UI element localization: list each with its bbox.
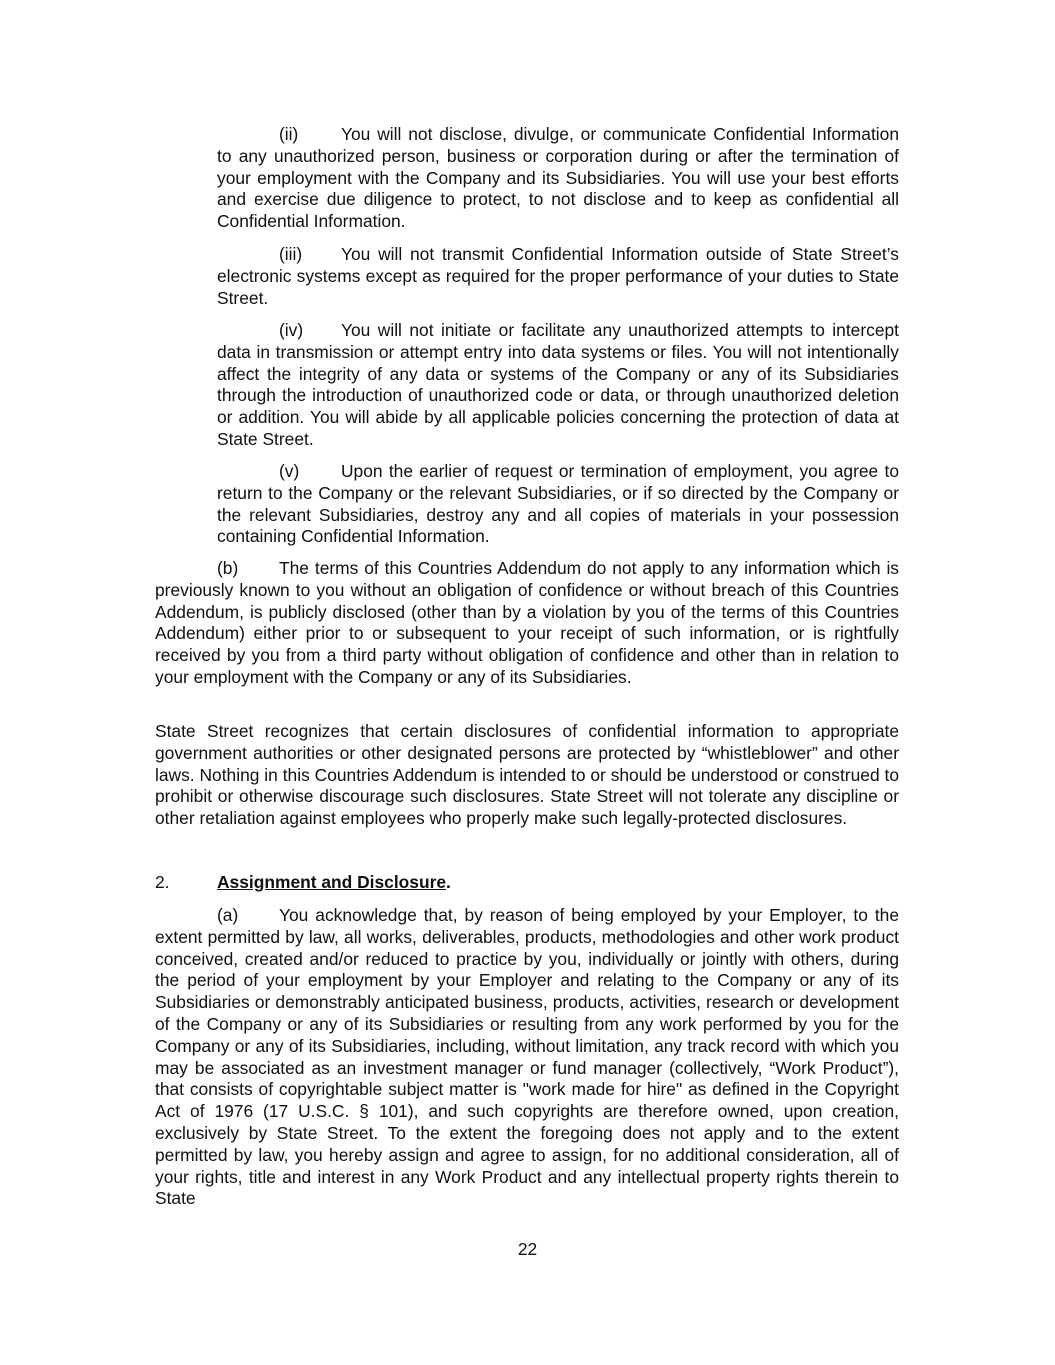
paragraph-iv: [217, 320, 899, 451]
paragraph-text: You acknowledge that, by reason of being employed by your Employer, to the extent permitted by law, all works, deliverables, products, methodologies and other work product conceived, created and/or reduced to practice by you, individually or jointly with others, during the period of your employment by your Employer and relating to the Company or any of its Subsidiaries or demonstrably anticipated business, products, activities, research or development of the Company or any of its Subsidiaries or resulting from any work performed by you for the Company or any of its Subsidiaries, including, without limitation, any track record with which you may be associated as an investment manager or fund manager (collectively, “Work Product”), that consists of copyrightable subject matter is "work made for hire" as defined in the Copyright Act of 1976 (17 U.S.C. § 101), and such copyrights are therefore owned, upon creation, exclusively by State Street. To the extent the foregoing does not apply and to the extent permitted by law, you hereby assign and agree to assign, for no additional consideration, all of your rights, title and interest in any Work Product and any intellectual property rights therein to State: [155, 905, 899, 1209]
paragraph-text: The terms of this Countries Addendum do not apply to any information which is previously known to you without an obligation of confidence or without breach of this Countries Addendum, is publicly disclosed (other than by a violation by you of the terms of this Countries Addendum) either prior to or subsequent to your receipt of such information, or is rightfully received by you from a third party without obligation of confidence and other than in relation to your employment with the Company or any of its Subsidiaries.: [155, 558, 899, 687]
paragraph-ii: [217, 124, 899, 233]
paragraph-text: You will not initiate or facilitate any unauthorized attempts to intercept data in transmission or attempt entry into data systems or files. You will not intentionally affect the integrity of any data or systems of the Company or any of its Subsidiaries through the introduction of unauthorized code or data, or through unauthorized deletion or addition. You will abide by all applicable policies concerning the protection of data at State Street.: [217, 320, 899, 449]
paragraph-a: [155, 905, 899, 1210]
paragraph-label: (b): [217, 558, 239, 578]
section-title-period: .: [446, 872, 451, 892]
paragraph-text: Upon the earlier of request or termination of employment, you agree to return to the Company or the relevant Subsidiaries, or if so directed by the Company or the relevant Subsidiaries, destroy any and all copies of materials in your possession containing Confidential Information.: [217, 461, 899, 547]
section-heading: [155, 872, 899, 894]
page-number: 22: [517, 1239, 538, 1259]
paragraph-label: (iv): [279, 320, 304, 340]
paragraph-text: You will not transmit Confidential Information outside of State Street’s electronic systems except as required for the proper performance of your duties to State Street.: [217, 244, 899, 308]
paragraph-label: (v): [279, 461, 300, 481]
paragraph-label: (a): [217, 905, 239, 925]
paragraph-text: State Street recognizes that certain disclosures of confidential information to appropriate government authorities or other designated persons are protected by “whistleblower” and other laws. Nothing in this Countries Addendum is intended to or should be understood or construed to prohibit or otherwise discourage such disclosures. State Street will not tolerate any discipline or other retaliation against employees who properly make such legally-protected disclosures.: [155, 721, 899, 829]
paragraph-b: [155, 558, 899, 689]
section-number: 2.: [155, 872, 170, 892]
section-title: Assignment and Disclosure: [217, 872, 447, 892]
paragraph-whistleblower: [155, 721, 899, 830]
paragraph-v: [217, 461, 899, 548]
paragraph-label: (iii): [279, 244, 303, 264]
paragraph-label: (ii): [279, 124, 299, 144]
paragraph-text: You will not disclose, divulge, or communicate Confidential Information to any unauthorized person, business or corporation during or after the termination of your employment with the Company and its Subsidiaries. You will use your best efforts and exercise due diligence to protect, to not disclose and to keep as confidential all Confidential Information.: [217, 124, 899, 232]
paragraph-iii: [217, 244, 899, 309]
